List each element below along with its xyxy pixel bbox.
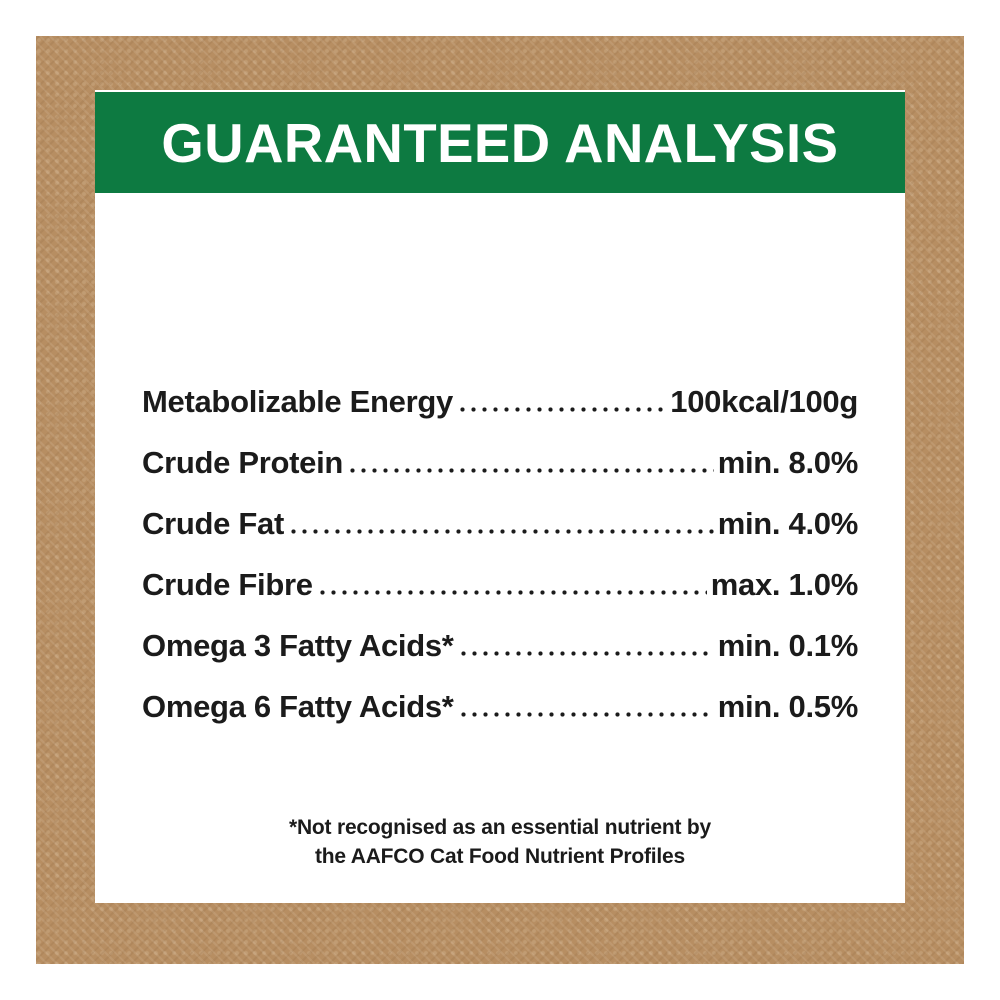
- nutrient-value: max. 1.0%: [710, 567, 858, 602]
- analysis-table: [142, 386, 858, 752]
- label-title: GUARANTEED ANALYSIS: [161, 111, 839, 174]
- nutrient-value: min. 0.5%: [717, 689, 858, 724]
- analysis-row: [142, 569, 858, 600]
- nutrient-value: 100kcal/100g: [670, 384, 858, 419]
- nutrient-value: min. 8.0%: [717, 445, 858, 480]
- dot-leader: [288, 529, 714, 534]
- nutrient-name: Crude Protein: [142, 445, 344, 480]
- dot-leader: [347, 468, 714, 473]
- nutrient-name: Metabolizable Energy: [142, 384, 453, 419]
- dot-leader: [457, 407, 666, 412]
- label-header-bar: [95, 92, 905, 193]
- nutrient-value: min. 4.0%: [717, 506, 858, 541]
- dot-leader: [458, 651, 714, 656]
- analysis-row: [142, 691, 858, 722]
- nutrient-name: Crude Fibre: [142, 567, 313, 602]
- dot-leader: [317, 590, 707, 595]
- nutrient-value: min. 0.1%: [717, 628, 858, 663]
- dot-leader: [458, 712, 714, 717]
- footnote-line-1: *Not recognised as an essential nutrient by: [288, 816, 711, 840]
- analysis-row: [142, 630, 858, 661]
- bag-fabric-background: [36, 36, 964, 964]
- nutrient-name: Omega 3 Fatty Acids*: [142, 628, 454, 663]
- nutrient-name: Omega 6 Fatty Acids*: [142, 689, 454, 724]
- analysis-row: [142, 447, 858, 478]
- footnote-line-2: the AAFCO Cat Food Nutrient Profiles: [314, 844, 686, 868]
- analysis-row: [142, 508, 858, 539]
- nutrient-name: Crude Fat: [142, 506, 284, 541]
- aafco-footnote: [95, 814, 905, 871]
- analysis-row: [142, 386, 858, 417]
- guaranteed-analysis-label: [95, 90, 905, 903]
